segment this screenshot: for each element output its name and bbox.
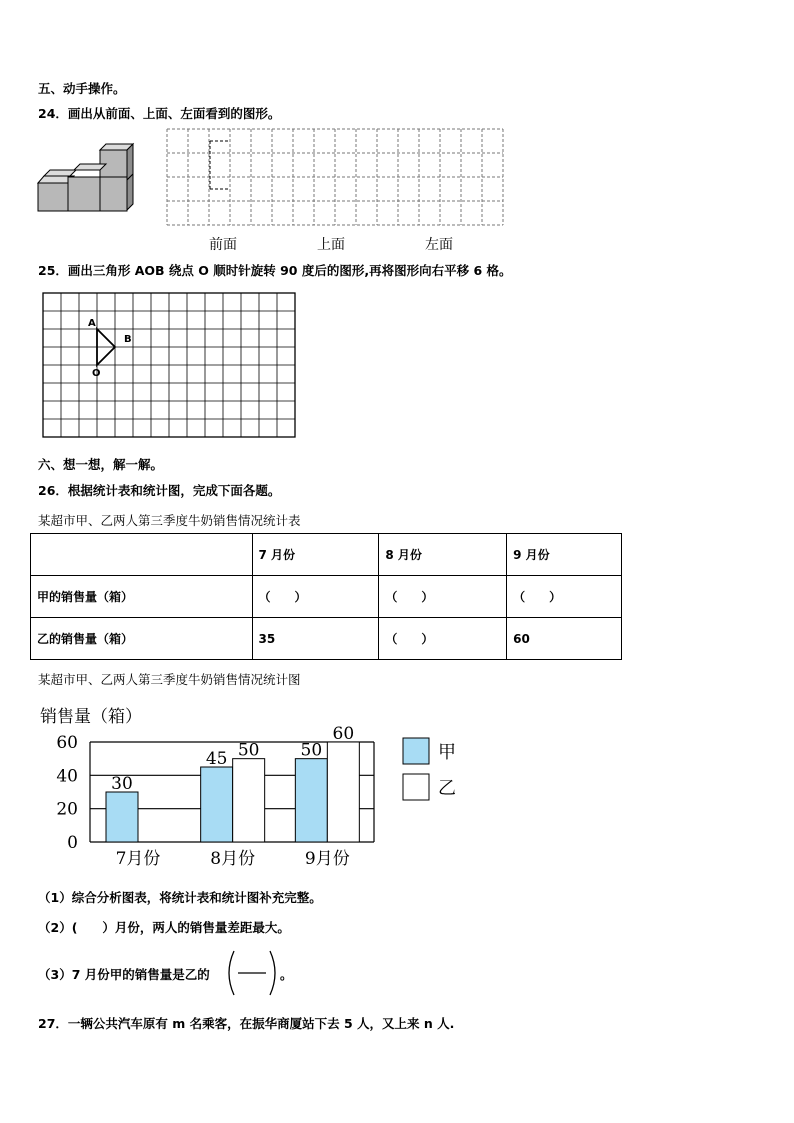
bar <box>295 759 327 842</box>
x-tick-label: 9月份 <box>304 849 350 869</box>
label-left-view: 左面 <box>425 237 453 253</box>
point-a-label: A <box>88 318 96 329</box>
answer-blank[interactable]: （ ） <box>379 618 507 660</box>
y-axis-label: 销售量（箱） <box>40 707 142 727</box>
point-o-label: O <box>92 368 101 379</box>
data-label: 30 <box>111 774 133 794</box>
table-header-row <box>31 534 622 576</box>
answer-blank[interactable]: （ ） <box>252 576 379 618</box>
table-cell: 9 月份 <box>507 534 622 576</box>
legend-label: 甲 <box>438 742 456 763</box>
table-cell: 7 月份 <box>252 534 379 576</box>
table-cell <box>31 534 253 576</box>
x-tick-label: 7月份 <box>115 849 161 869</box>
question-24: 24．画出从前面、上面、左面看到的图形。 <box>38 106 281 121</box>
sub-question-1: （1）综合分析图表，将统计表和统计图补充完整。 <box>38 890 322 905</box>
sub-question-3-end: 。 <box>280 967 293 982</box>
label-top-view: 上面 <box>317 237 345 253</box>
fraction-answer-blank[interactable] <box>226 949 278 997</box>
table-cell: 甲的销售量（箱） <box>31 576 253 618</box>
section-5-title: 五、动手操作。 <box>38 81 126 96</box>
drawing-grid-24[interactable] <box>166 128 508 228</box>
data-label: 60 <box>332 724 355 744</box>
bar-chart <box>36 700 476 875</box>
table-cell: 35 <box>252 618 379 660</box>
sub-question-3: （3）7 月份甲的销售量是乙的 <box>38 967 210 982</box>
table-cell: 60 <box>507 618 622 660</box>
x-tick-label: 8月份 <box>210 849 256 869</box>
question-26: 26．根据统计表和统计图，完成下面各题。 <box>38 483 281 498</box>
legend-swatch <box>403 774 429 800</box>
rotation-grid-25[interactable] <box>42 292 298 442</box>
question-25: 25．画出三角形 AOB 绕点 O 顺时针旋转 90 度后的图形,再将图形向右平移 6 格。 <box>38 263 512 278</box>
answer-blank[interactable]: （ ） <box>507 576 622 618</box>
data-label: 50 <box>237 740 260 761</box>
stats-table <box>30 533 622 660</box>
data-label: 50 <box>300 740 323 761</box>
label-front-view: 前面 <box>209 237 237 253</box>
y-tick-label: 40 <box>56 766 78 787</box>
y-tick-label: 0 <box>67 833 78 853</box>
cube-figure <box>36 136 140 216</box>
bar <box>201 767 233 842</box>
data-label: 45 <box>205 749 228 769</box>
sub-question-2: （2）( ）月份，两人的销售量差距最大。 <box>38 920 290 935</box>
table-cell: 8 月份 <box>379 534 507 576</box>
legend-label: 乙 <box>438 778 456 799</box>
point-b-label: B <box>124 334 132 345</box>
section-6-title: 六、想一想，解一解。 <box>38 457 164 472</box>
bar <box>327 742 359 842</box>
chart-title: 某超市甲、乙两人第三季度牛奶销售情况统计图 <box>38 672 301 687</box>
question-27: 27．一辆公共汽车原有 m 名乘客，在振华商厦站下去 5 人，又上来 n 人. <box>38 1016 455 1031</box>
bar <box>106 792 138 842</box>
table-row-yi <box>31 618 622 660</box>
answer-blank[interactable]: （ ） <box>379 576 507 618</box>
bar <box>233 759 265 842</box>
table-title: 某超市甲、乙两人第三季度牛奶销售情况统计表 <box>38 513 301 528</box>
y-tick-label: 20 <box>56 799 78 820</box>
legend-swatch <box>403 738 429 764</box>
y-tick-label: 60 <box>56 733 78 753</box>
table-cell: 乙的销售量（箱） <box>31 618 253 660</box>
table-row-jia <box>31 576 622 618</box>
sample-mark <box>210 141 230 189</box>
